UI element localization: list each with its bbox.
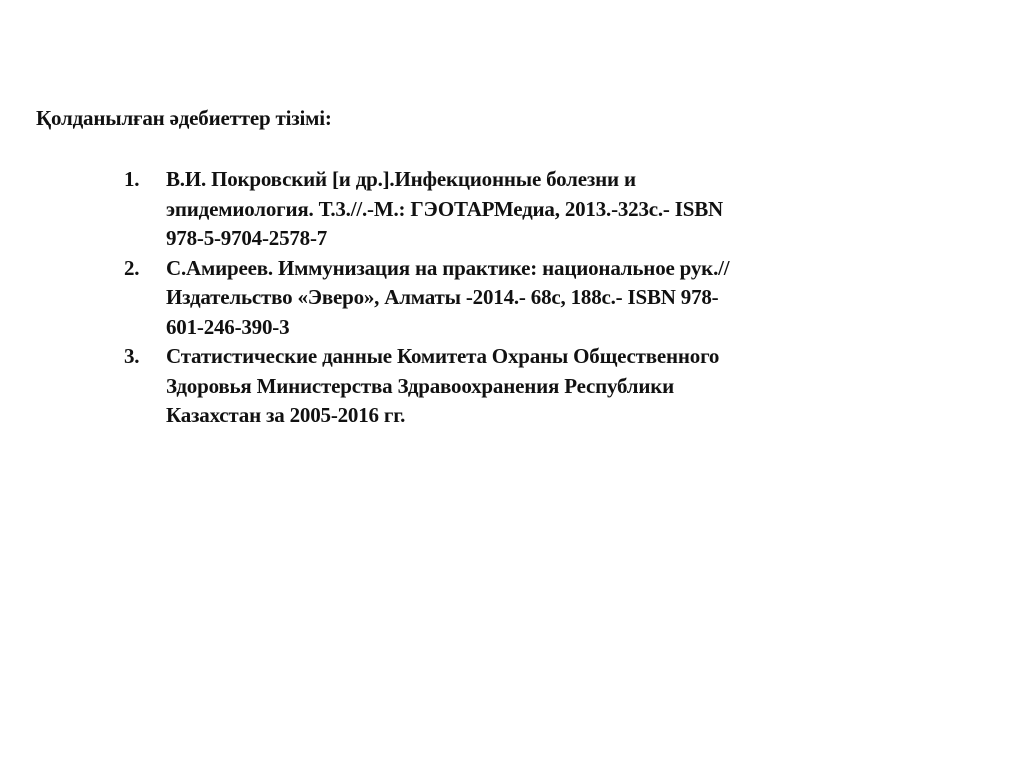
reference-text-line: Статистические данные Комитета Охраны Общественного — [166, 344, 720, 368]
reference-text-line: 978-5-9704-2578-7 — [166, 226, 328, 250]
references-heading: Қолданылған әдебиеттер тізімі: — [36, 106, 332, 130]
reference-number: 1. — [124, 167, 140, 191]
reference-text-line: эпидемиология. Т.3.//.-М.: ГЭОТАРМедиа, 2013.-323с.- ISBN — [166, 196, 723, 221]
references-list — [120, 165, 880, 431]
reference-text-line: Издательство «Эверо», Алматы -2014.- 68с, 188с.- ISBN 978- — [166, 285, 719, 309]
reference-text-line: Казахстан за 2005-2016 гг. — [166, 403, 406, 427]
reference-item-1 — [120, 165, 880, 254]
reference-number: 2. — [124, 255, 140, 280]
reference-text-line: Здоровья Министерства Здравоохранения Республики — [166, 373, 675, 398]
reference-item-2 — [120, 254, 880, 343]
reference-text-line: С.Амиреев. Иммунизация на практике: национальное рук.// — [166, 255, 730, 280]
reference-text-line: В.И. Покровский [и др.].Инфекционные болезни и — [166, 167, 636, 191]
reference-item-3 — [120, 342, 880, 431]
reference-text-line: 601-246-390-3 — [166, 314, 290, 339]
reference-number: 3. — [124, 344, 140, 368]
